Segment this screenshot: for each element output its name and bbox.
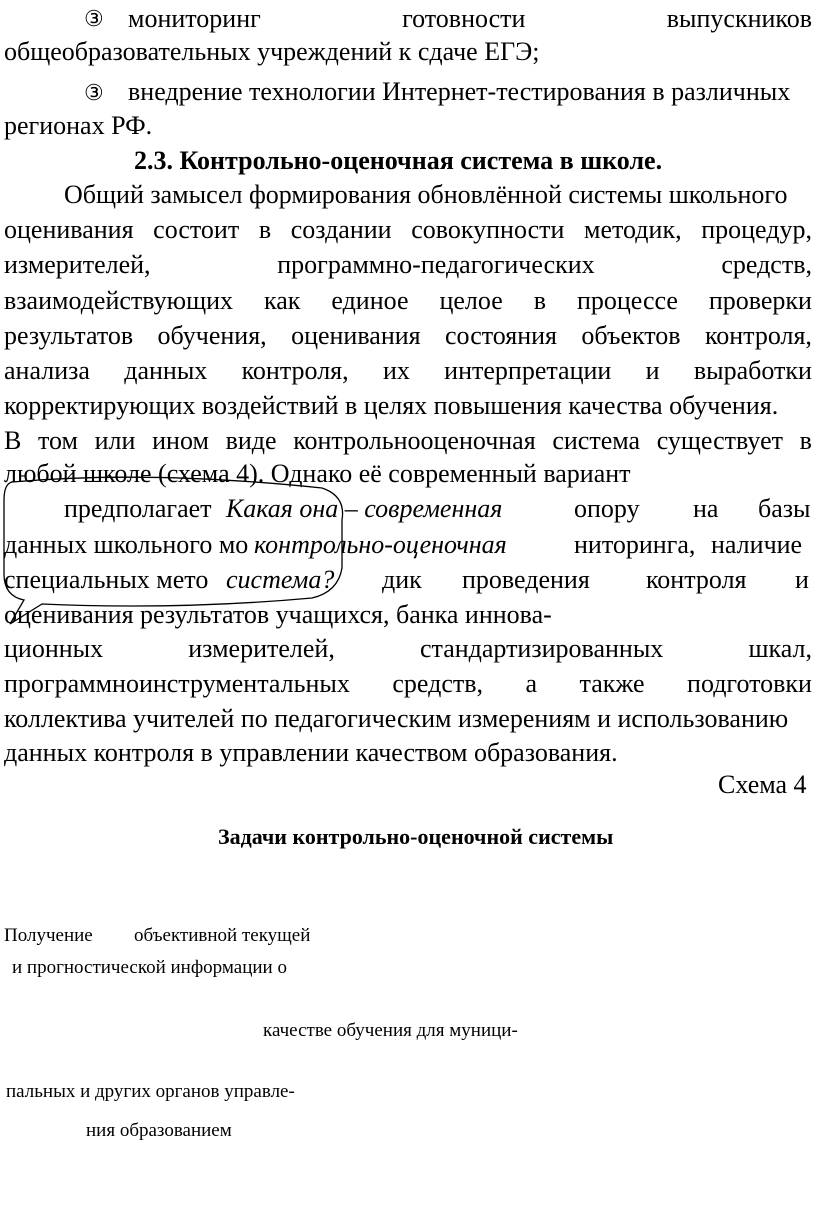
word: состоит: [153, 215, 240, 244]
word: данных: [124, 356, 208, 385]
word: оценивания: [291, 321, 421, 350]
paragraph-line: наличие: [711, 530, 803, 559]
paragraph-line: любой школе (схема 4). Однако её современный вариант: [4, 459, 631, 488]
word: результатов: [4, 321, 134, 350]
paragraph-line: на: [693, 494, 719, 523]
word: процедур,: [701, 215, 812, 244]
word: виде: [225, 426, 277, 455]
task-text-line: ния образованием: [86, 1120, 232, 1141]
bullet-2-line-2: регионах РФ.: [4, 111, 153, 140]
word: и: [645, 356, 660, 385]
word: шкал,: [748, 634, 812, 663]
word: том: [38, 426, 78, 455]
task-text-line: пальных и других органов управле-: [6, 1081, 295, 1102]
word: система: [552, 426, 641, 455]
paragraph-line: ниторинга,: [574, 530, 696, 559]
word: проверки: [708, 286, 812, 315]
scheme-label: Схема 4: [718, 770, 807, 799]
word: единое: [331, 286, 409, 315]
word: ином: [152, 426, 209, 455]
scheme-title: Задачи контрольно-оценочной системы: [218, 824, 614, 849]
word: выработки: [693, 356, 812, 385]
word: объектов: [581, 321, 681, 350]
task-text-line: качестве обучения для муници-: [263, 1020, 518, 1041]
paragraph-line: Общий замысел формирования обновлённой системы школьного: [64, 180, 788, 209]
task-text-line: объективной текущей: [134, 925, 311, 946]
word: В: [4, 426, 22, 455]
paragraph-line: предполагает: [64, 494, 212, 523]
word: анализа: [4, 356, 90, 385]
word: мониторинг: [128, 4, 261, 33]
word: как: [264, 286, 301, 315]
word: средств,: [392, 669, 484, 698]
word: подготовки: [687, 669, 812, 698]
bullet-1-line-2: общеобразовательных учреждений к сдаче ЕГЭ;: [4, 37, 540, 66]
paragraph-line: контроля: [646, 565, 747, 594]
word: процессе: [576, 286, 678, 315]
word: ционных: [4, 634, 104, 663]
paragraph-line: проведения: [462, 565, 590, 594]
word: контроля,: [704, 321, 812, 350]
word: в: [533, 286, 546, 315]
word: также: [579, 669, 645, 698]
callout-text-line: система?: [226, 565, 335, 594]
word: средств,: [721, 250, 812, 279]
paragraph-line: данных контроля в управлении качеством образования.: [4, 738, 618, 767]
callout-text-line: Какая она – современная: [226, 494, 503, 523]
section-title: 2.3. Контрольно-оценочная система в школе.: [134, 146, 663, 175]
task-text-line: Получение: [4, 925, 93, 946]
word: состояния: [445, 321, 557, 350]
word: создании: [290, 215, 392, 244]
paragraph-line: базы: [758, 494, 811, 523]
paragraph-line: данных школьного мо: [4, 530, 249, 559]
word: контрольнооценочная: [293, 426, 536, 455]
word: измерителей,: [4, 250, 151, 279]
word: в: [799, 426, 812, 455]
task-text-line: и прогностической информации о: [12, 957, 287, 978]
paragraph-line: дик: [382, 565, 422, 594]
word: программно-педагогических: [277, 250, 595, 279]
callout-text-line: контрольно-оценочная: [254, 530, 507, 559]
paragraph-line: коллектива учителей по педагогическим измерениям и использованию: [4, 704, 789, 733]
word: интерпретации: [444, 356, 612, 385]
paragraph-line: [4, 669, 812, 699]
word: методик,: [584, 215, 682, 244]
word: их: [382, 356, 410, 385]
bullet-icon: ③: [84, 80, 104, 105]
word: взаимодействующих: [4, 286, 234, 315]
word: а: [525, 669, 538, 698]
word: контроля,: [241, 356, 349, 385]
paragraph-line: опору: [574, 494, 640, 523]
word: целое: [439, 286, 503, 315]
word: существует: [656, 426, 783, 455]
word: в: [258, 215, 272, 244]
bullet-icon: ③: [84, 6, 104, 31]
word: обучения,: [157, 321, 267, 350]
word: готовности: [402, 4, 526, 33]
word: оценивания: [4, 215, 134, 244]
word: стандартизированных: [419, 634, 664, 663]
word: совокупности: [411, 215, 565, 244]
word: выпускников: [666, 4, 812, 33]
bullet-2-text: внедрение технологии Интернет-тестирования в различных: [128, 77, 791, 106]
paragraph-line: и: [795, 565, 809, 594]
word: программноинструментальных: [4, 669, 350, 698]
word: или: [94, 426, 136, 455]
paragraph-line: корректирующих воздействий в целях повышения качества обучения.: [4, 391, 779, 420]
paragraph-line: специальных мето: [4, 565, 209, 594]
word: измерителей,: [188, 634, 335, 663]
paragraph-line: оценивания результатов учащихся, банка иннова-: [4, 600, 552, 629]
